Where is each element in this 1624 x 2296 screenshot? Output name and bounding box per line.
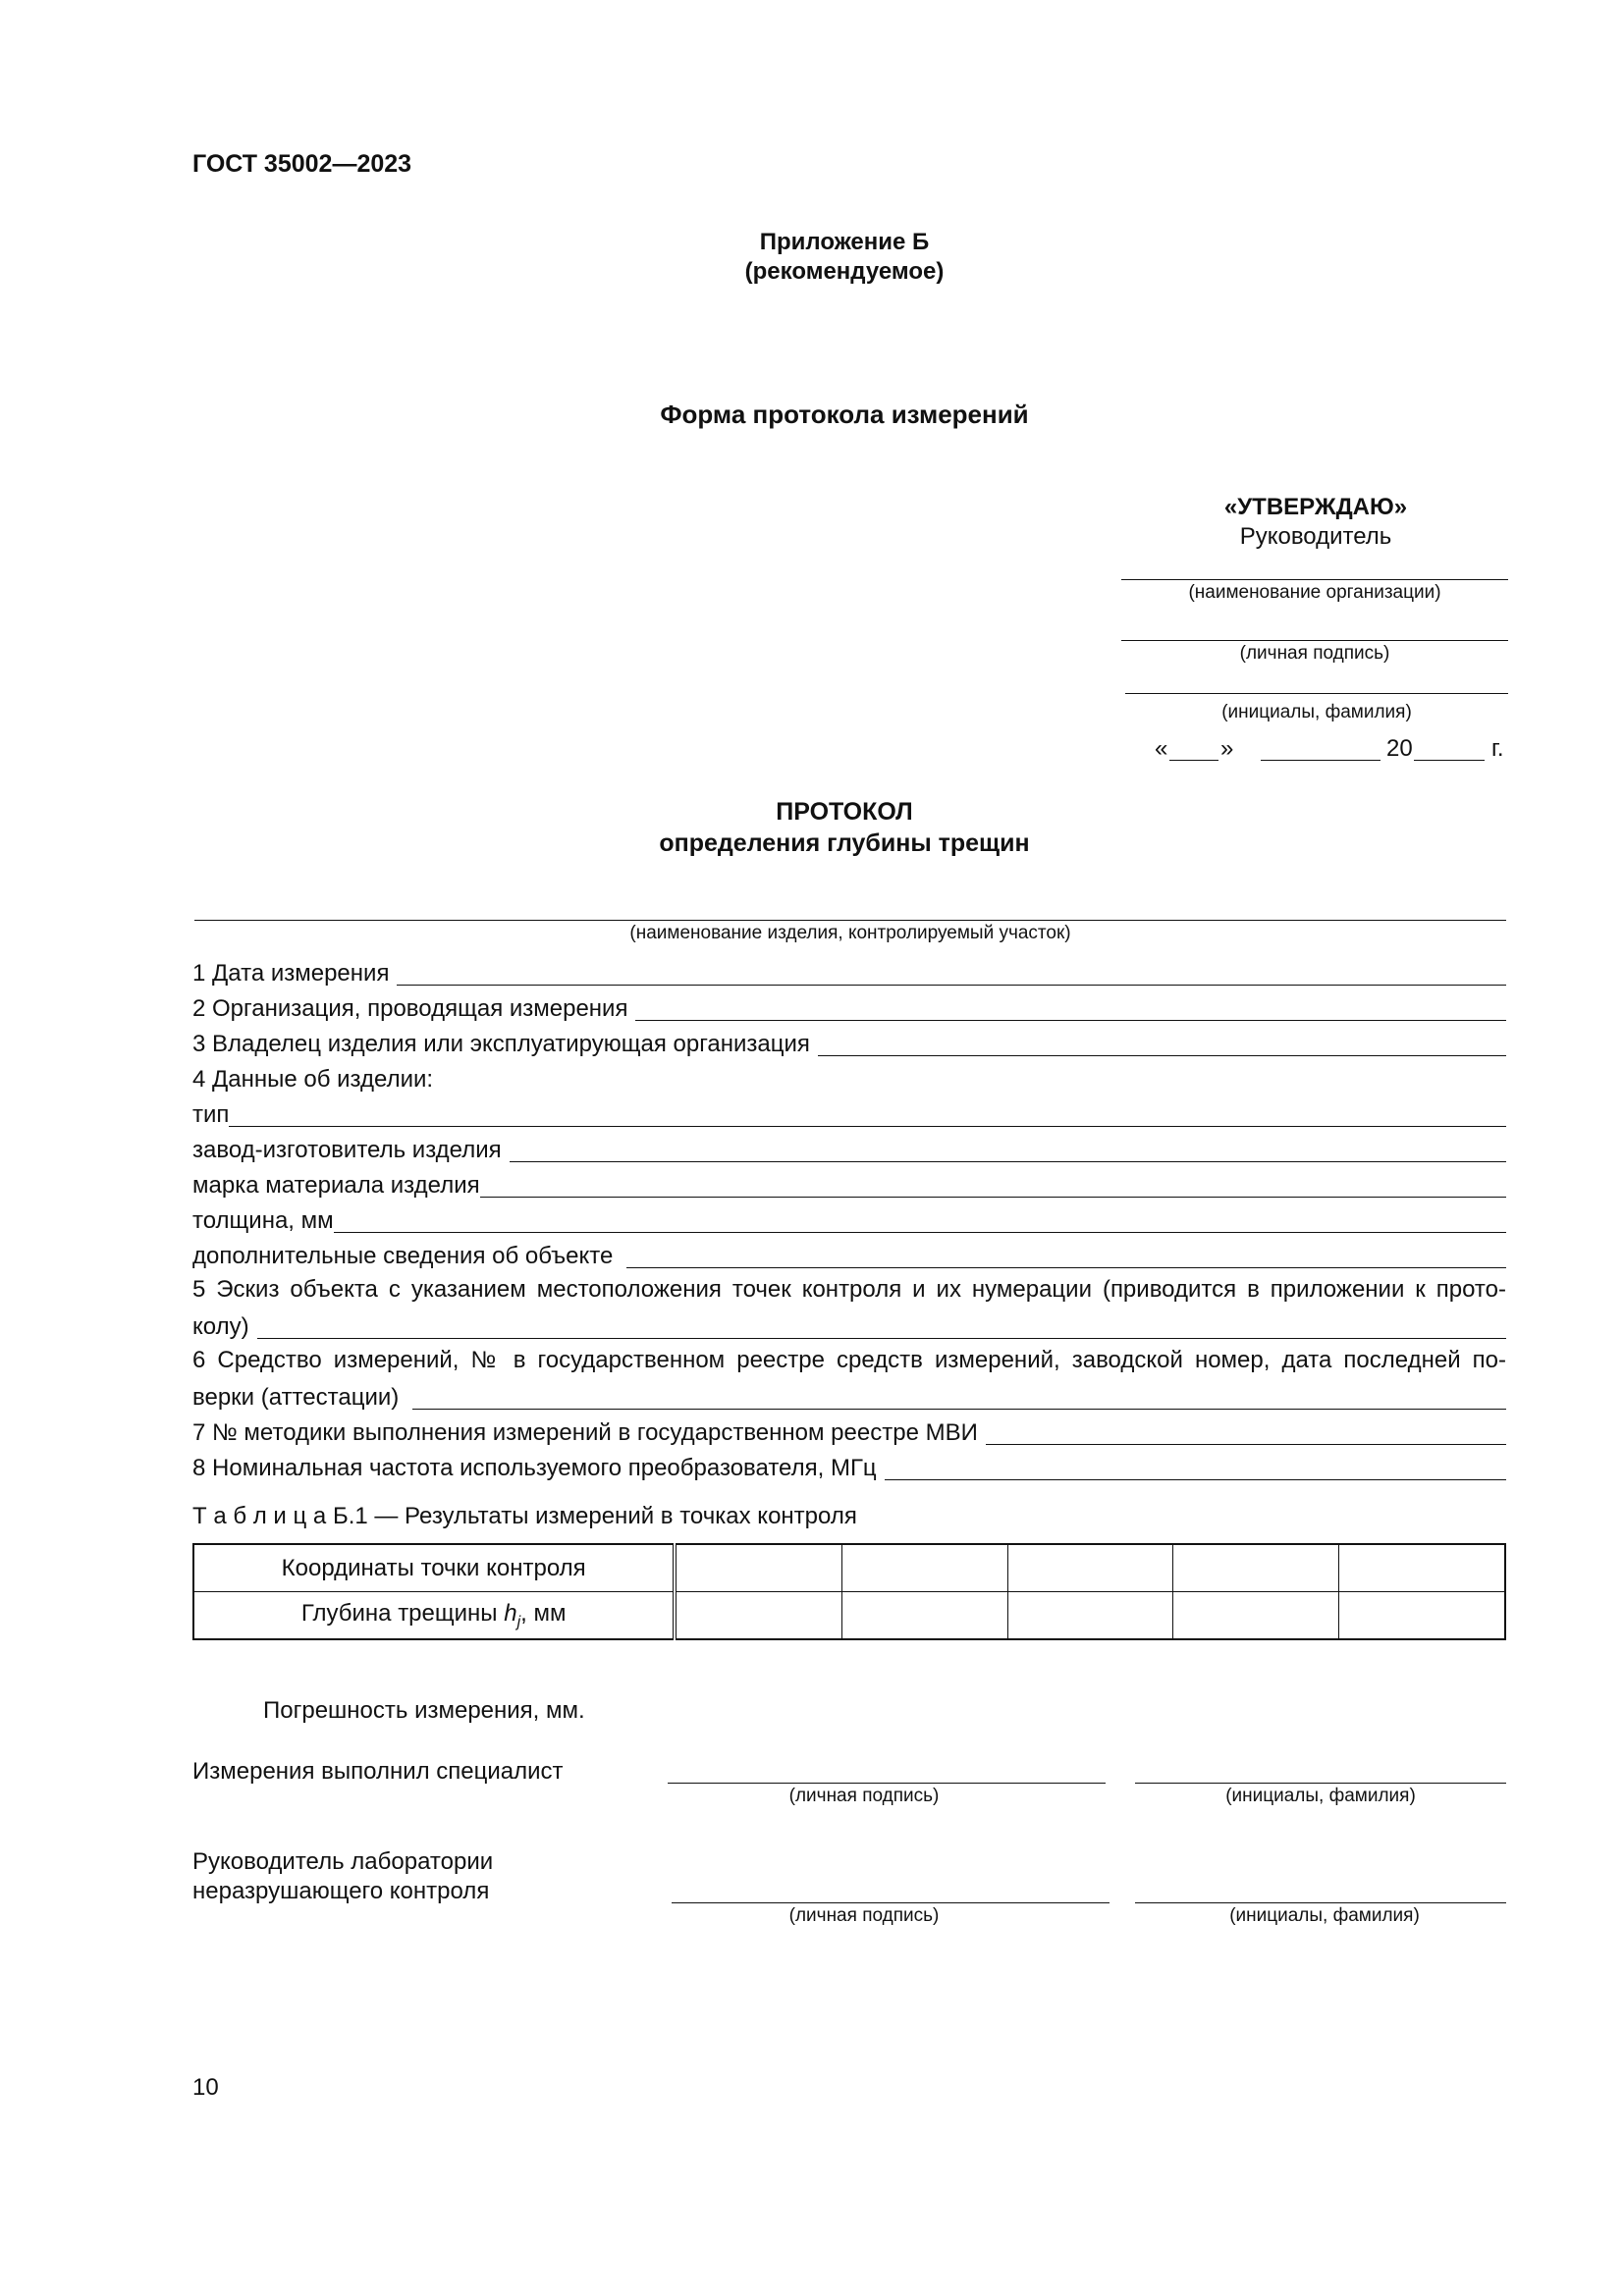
specialist-label: Измерения выполнил специалист — [192, 1758, 564, 1785]
table-cell[interactable] — [1339, 1544, 1505, 1592]
lab-head-label-line1: Руководитель лаборатории — [192, 1848, 494, 1875]
table-row — [193, 1592, 1505, 1640]
table-cell[interactable] — [1173, 1544, 1339, 1592]
lab-head-label-line2: неразрушающего контроля — [192, 1878, 490, 1904]
field-input-line[interactable] — [334, 1208, 1506, 1233]
lab-head-name-caption: (инициалы, фамилия) — [1229, 1905, 1420, 1926]
protocol-title: ПРОТОКОЛ — [776, 798, 913, 826]
field-label: толщина, мм — [192, 1207, 334, 1234]
field-manufacturer — [192, 1134, 1506, 1165]
table-cell[interactable] — [1007, 1544, 1173, 1592]
field-label: колу) — [192, 1313, 249, 1340]
approval-name-line[interactable] — [1125, 693, 1508, 694]
field-thickness — [192, 1204, 1506, 1236]
lab-head-signature-caption: (личная подпись) — [788, 1905, 940, 1926]
measurement-error: Погрешность измерения, мм. — [263, 1697, 585, 1724]
approval-head-label: Руководитель — [1239, 523, 1392, 550]
row-header-crack-depth — [193, 1592, 675, 1640]
date-day-line[interactable] — [1169, 760, 1218, 761]
field-label: завод-изготовитель изделия — [192, 1137, 502, 1163]
form-title: Форма протокола измерений — [660, 400, 1029, 429]
field-label: 3 Владелец изделия или эксплуатирующая организация — [192, 1031, 810, 1057]
field-label: 1 Дата измерения — [192, 960, 390, 987]
specialist-signature-caption: (личная подпись) — [788, 1786, 940, 1806]
date-year-line[interactable] — [1414, 760, 1485, 761]
field-label: 2 Организация, проводящая измерения — [192, 995, 628, 1022]
crack-depth-prefix: Глубина трещины — [300, 1599, 505, 1627]
org-name-caption: (наименование организации) — [1188, 582, 1441, 603]
field-label: 7 № методики выполнения измерений в государственном реестре МВИ — [192, 1419, 978, 1446]
field-input-line[interactable] — [885, 1456, 1506, 1480]
approval-date — [1155, 734, 1520, 766]
field-input-line[interactable] — [480, 1173, 1506, 1198]
field-owner — [192, 1028, 1506, 1059]
specialist-name-caption: (инициалы, фамилия) — [1225, 1786, 1416, 1806]
field-input-line[interactable] — [412, 1385, 1506, 1410]
table-cell[interactable] — [1007, 1592, 1173, 1640]
appendix-status: (рекомендуемое) — [744, 258, 945, 285]
field-input-line[interactable] — [397, 961, 1506, 986]
table-caption-text: Б.1 — Результаты измерений в точках контроля — [332, 1503, 857, 1529]
field-extra-info — [192, 1240, 1506, 1271]
date-year-suffix: г. — [1491, 735, 1504, 762]
field-method — [192, 1416, 1506, 1448]
org-name-line[interactable] — [1121, 579, 1508, 580]
protocol-subtitle: определения глубины трещин — [659, 829, 1030, 857]
field-input-line[interactable] — [229, 1102, 1506, 1127]
field-material-grade — [192, 1169, 1506, 1201]
row-header-coordinates: Координаты точки контроля — [193, 1544, 675, 1592]
date-close-quote: » — [1220, 735, 1234, 762]
field-label: верки (аттестации) — [192, 1384, 400, 1411]
field-product-data-heading — [192, 1063, 1506, 1095]
field-label: 8 Номинальная частота используемого преобразователя, МГц — [192, 1455, 877, 1481]
field-input-line[interactable] — [818, 1032, 1506, 1056]
product-name-caption: (наименование изделия, контролируемый участок) — [629, 923, 1071, 943]
field-input-line[interactable] — [510, 1138, 1506, 1162]
document-code: ГОСТ 35002—2023 — [192, 150, 412, 178]
approval-label: «УТВЕРЖДАЮ» — [1223, 494, 1408, 520]
date-open-quote: « — [1155, 735, 1168, 762]
field-instrument-line1: 6 Средство измерений, № в государственном реестре средств измерений, заводской номер, дата последней по- — [192, 1347, 1506, 1373]
table-cell[interactable] — [675, 1592, 841, 1640]
specialist-name-line[interactable] — [1135, 1783, 1506, 1784]
table-cell[interactable] — [675, 1544, 841, 1592]
approval-name-caption: (инициалы, фамилия) — [1221, 702, 1412, 722]
lab-head-name-line[interactable] — [1135, 1902, 1506, 1903]
table-cell[interactable] — [1339, 1592, 1505, 1640]
table-cell[interactable] — [842, 1592, 1008, 1640]
product-name-line[interactable] — [194, 920, 1506, 921]
field-label: марка материала изделия — [192, 1172, 480, 1199]
crack-depth-unit: , мм — [520, 1599, 567, 1627]
appendix-title: Приложение Б — [759, 229, 930, 255]
field-input-line[interactable] — [257, 1314, 1506, 1339]
field-measurement-date — [192, 957, 1506, 988]
table-cell[interactable] — [1173, 1592, 1339, 1640]
field-label: 4 Данные об изделии: — [192, 1066, 434, 1093]
table-cell[interactable] — [842, 1544, 1008, 1592]
lab-head-signature-line[interactable] — [672, 1902, 1110, 1903]
field-label: дополнительные сведения об объекте — [192, 1243, 614, 1269]
table-caption — [192, 1502, 857, 1531]
field-sketch-line1: 5 Эскиз объекта с указанием местоположения точек контроля и их нумерации (приводится в приложении к прото- — [192, 1276, 1506, 1303]
crack-depth-symbol: h — [504, 1599, 517, 1627]
field-instrument — [192, 1381, 1506, 1413]
table-caption-label: Т а б л и ц а — [192, 1503, 327, 1529]
field-input-line[interactable] — [986, 1420, 1506, 1445]
crack-depth-subscript: j — [516, 1613, 521, 1630]
approval-signature-line[interactable] — [1121, 640, 1508, 641]
field-type — [192, 1098, 1506, 1130]
approval-signature-caption: (личная подпись) — [1239, 643, 1390, 664]
field-label: тип — [192, 1101, 230, 1128]
table-row — [193, 1544, 1505, 1592]
date-year-prefix: 20 — [1386, 735, 1413, 762]
field-organization — [192, 992, 1506, 1024]
field-input-line[interactable] — [626, 1244, 1506, 1268]
page-number: 10 — [192, 2074, 219, 2101]
field-frequency — [192, 1452, 1506, 1483]
field-sketch — [192, 1310, 1506, 1342]
specialist-signature-line[interactable] — [668, 1783, 1106, 1784]
field-input-line[interactable] — [635, 996, 1506, 1021]
results-table — [192, 1543, 1506, 1640]
date-month-line[interactable] — [1261, 760, 1380, 761]
